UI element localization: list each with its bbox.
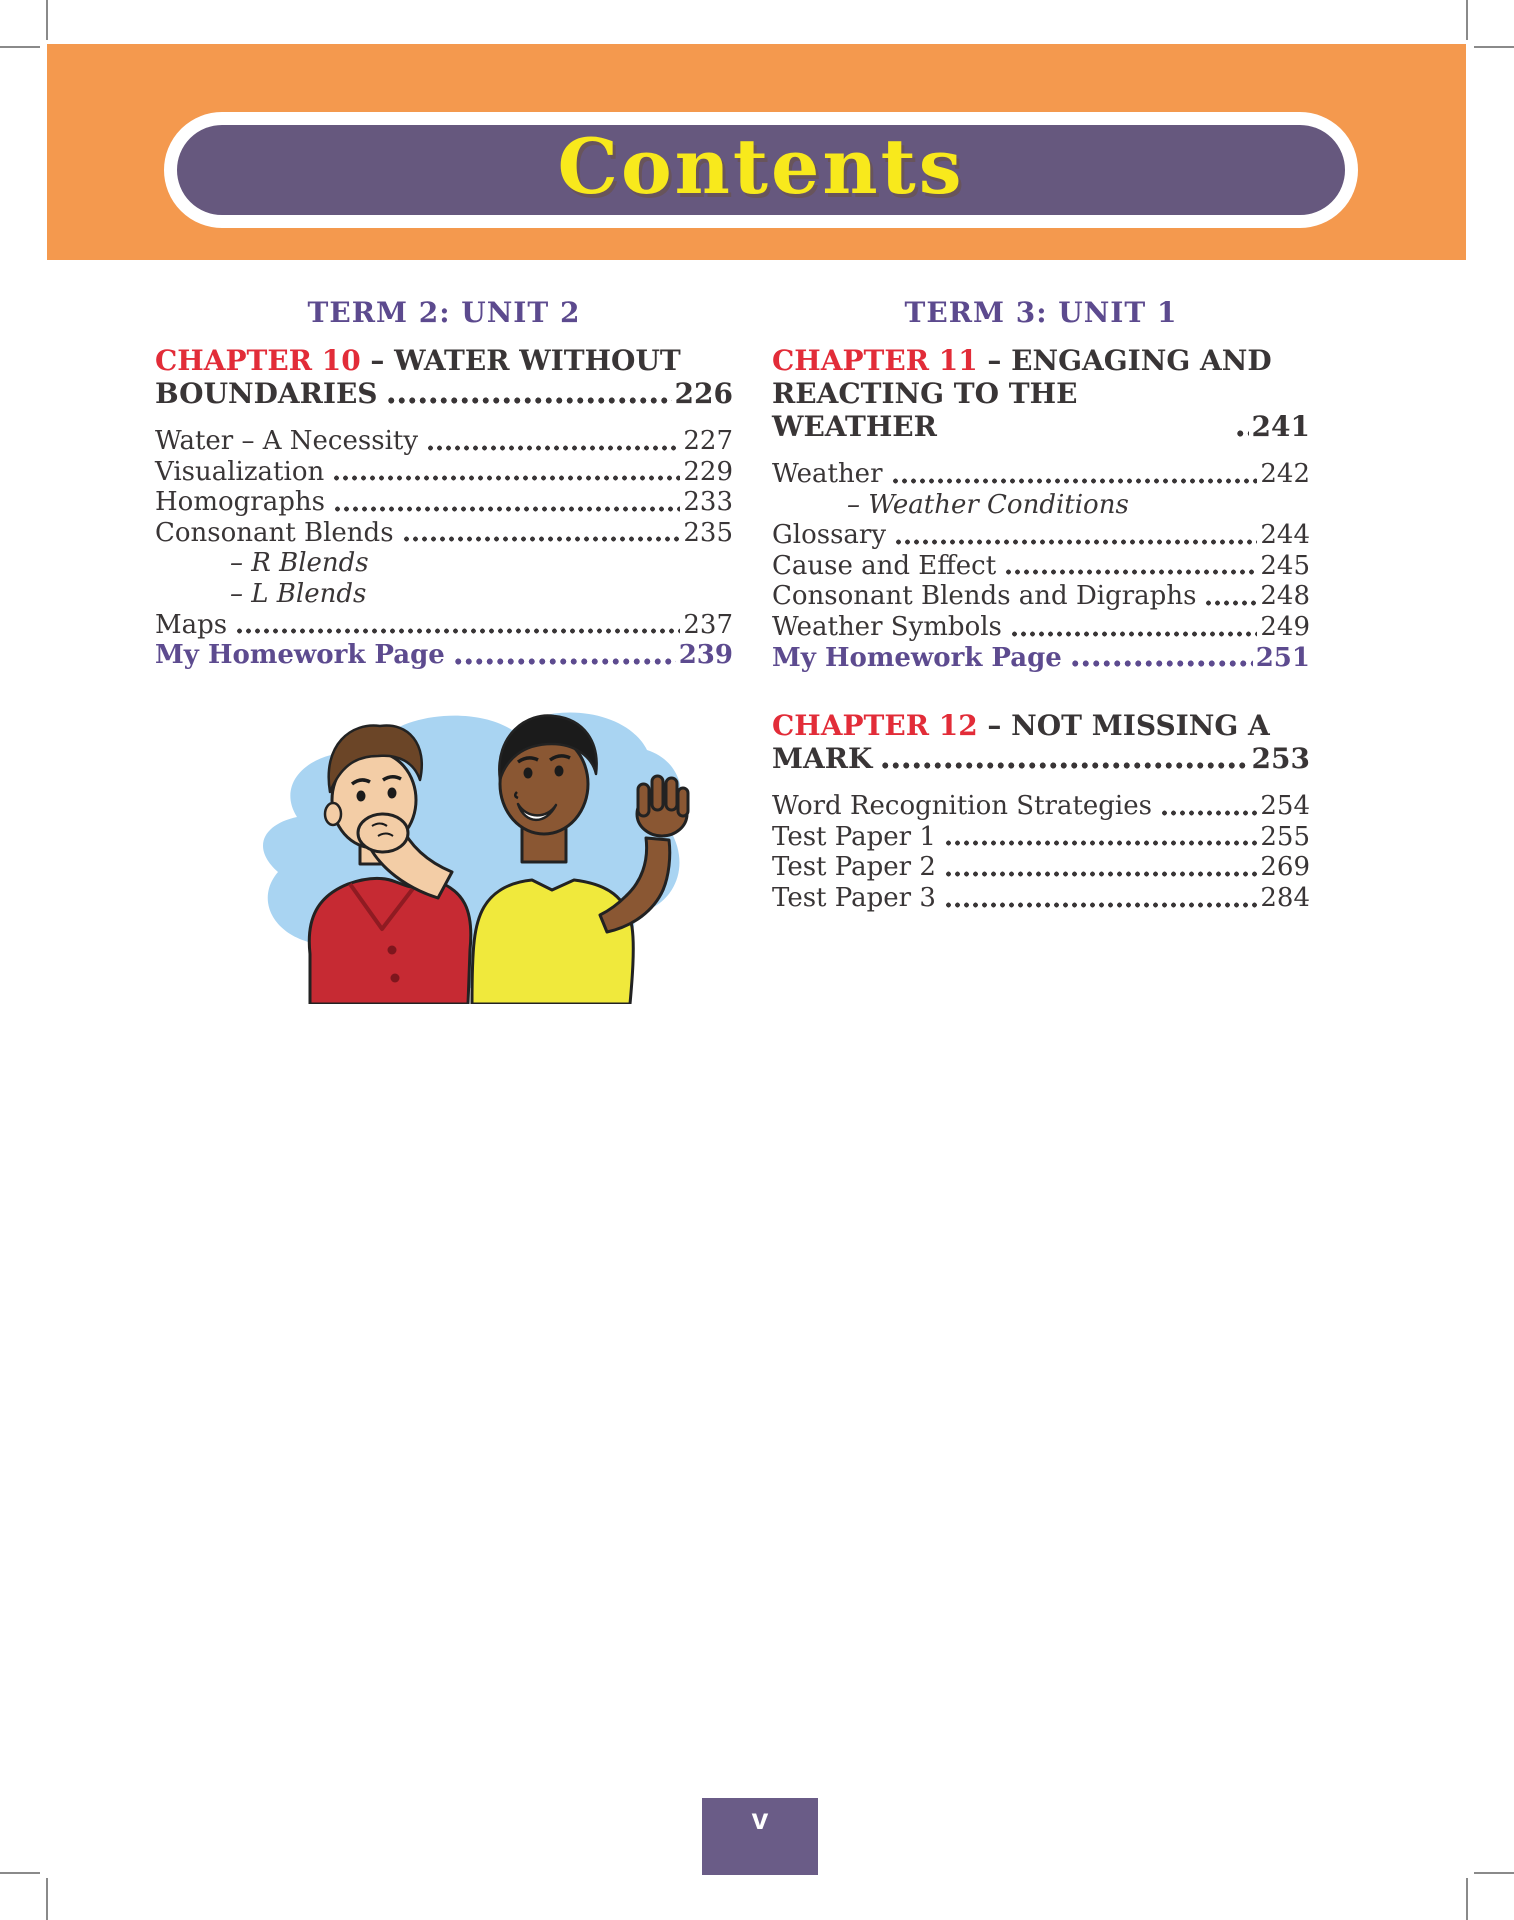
toc-entry-page: 254 <box>1260 791 1310 822</box>
toc-entries-chapter-10 <box>155 426 733 671</box>
toc-subentry <box>772 490 1310 521</box>
dot-leader <box>235 627 680 635</box>
toc-entry-homework <box>155 640 733 671</box>
dot-leader <box>453 657 676 666</box>
toc-entry-label: Consonant Blends <box>155 517 394 548</box>
toc-entry-label: – R Blends <box>230 548 369 579</box>
dot-leader <box>333 505 680 513</box>
chapter-11-title-line2: REACTING TO THE WEATHER 241 <box>772 377 1310 443</box>
toc-entry-page: 242 <box>1260 459 1310 489</box>
crop-mark <box>1466 1878 1468 1920</box>
toc-entry-label: Word Recognition Strategies <box>772 791 1152 822</box>
toc-entry-page: 229 <box>683 456 733 487</box>
crop-mark <box>46 0 48 40</box>
toc-entry <box>772 520 1310 551</box>
dot-leader <box>386 396 672 405</box>
toc-entry-label: Consonant Blends and Digraphs <box>772 581 1197 612</box>
chapter-11-heading <box>772 344 1310 443</box>
footer-page-box <box>702 1798 818 1875</box>
toc-entry <box>772 551 1310 582</box>
toc-entry <box>772 581 1310 612</box>
dot-leader <box>402 535 681 543</box>
toc-entry-label: My Homework Page <box>772 642 1062 673</box>
toc-entry <box>772 852 1310 883</box>
crop-mark <box>1474 1872 1514 1874</box>
toc-entry-page: 249 <box>1260 611 1310 642</box>
left-column <box>155 296 733 671</box>
dot-leader <box>1070 659 1253 668</box>
toc-entry <box>155 457 733 488</box>
crop-mark <box>0 46 40 48</box>
chapter-10-title-line2: BOUNDARIES 226 <box>155 377 733 410</box>
toc-entry-page: 244 <box>1260 520 1310 551</box>
toc-entry <box>155 487 733 518</box>
dot-leader <box>332 474 680 482</box>
chapter-12-number: CHAPTER 12 <box>772 709 978 743</box>
dot-leader <box>880 761 1248 770</box>
chapter-10-title-line1: CHAPTER 10 – WATER WITHOUT <box>155 344 681 377</box>
toc-entry-homework <box>772 643 1310 674</box>
toc-entry-label: Weather <box>772 459 883 489</box>
chapter-11-number: CHAPTER 11 <box>772 344 978 377</box>
contents-banner <box>164 112 1358 228</box>
toc-entry <box>772 791 1310 822</box>
footer-page-number: v <box>751 1803 769 1836</box>
dot-leader <box>891 477 1258 485</box>
toc-entry-page: 269 <box>1260 852 1310 883</box>
right-column <box>772 296 1310 914</box>
toc-entry-page: 235 <box>683 517 733 548</box>
toc-entry-page: 251 <box>1255 642 1310 673</box>
toc-entry-page: 237 <box>683 609 733 640</box>
toc-entry-label: – Weather Conditions <box>847 489 1129 520</box>
dot-leader <box>426 444 680 452</box>
toc-entry-label: My Homework Page <box>155 640 445 671</box>
dot-leader <box>1235 429 1249 438</box>
dot-leader <box>944 901 1258 909</box>
page-title: Contents <box>557 122 965 211</box>
chapter-11-page: 241 <box>1251 410 1310 443</box>
chapter-10-heading <box>155 344 733 410</box>
chapter-12-title-line2: MARK 253 <box>772 742 1310 776</box>
toc-entries-chapter-11 <box>772 459 1310 673</box>
toc-entry-page: 284 <box>1260 882 1310 913</box>
toc-entry <box>155 610 733 641</box>
chapter-10-page: 226 <box>674 377 733 410</box>
toc-entry <box>772 822 1310 853</box>
toc-entry-page: 239 <box>678 640 733 671</box>
toc-entry-label: Water – A Necessity <box>155 426 419 456</box>
dot-leader <box>944 839 1258 847</box>
crop-mark <box>1466 0 1468 40</box>
dot-leader <box>1004 568 1257 576</box>
toc-entry <box>772 612 1310 643</box>
chapter-12-page: 253 <box>1251 742 1310 776</box>
crop-mark <box>0 1872 40 1874</box>
chapter-12-heading <box>772 709 1310 775</box>
toc-entries-chapter-12 <box>772 791 1310 913</box>
toc-entry-label: Weather Symbols <box>772 611 1002 642</box>
toc-entry <box>155 518 733 549</box>
toc-entry-label: Homographs <box>155 487 325 518</box>
dot-leader <box>1160 809 1257 817</box>
toc-subentry <box>155 579 733 610</box>
toc-entry-label: Cause and Effect <box>772 550 997 581</box>
crop-mark <box>46 1878 48 1920</box>
toc-entry-label: Test Paper 3 <box>772 882 936 913</box>
toc-entry-page: 245 <box>1260 550 1310 581</box>
toc-subentry <box>155 548 733 579</box>
toc-entry-label: – L Blends <box>230 578 367 609</box>
term-heading: TERM 2: UNIT 2 <box>307 296 581 329</box>
toc-entry <box>772 883 1310 914</box>
chapter-11-title-line1: CHAPTER 11 – ENGAGING AND <box>772 344 1272 377</box>
toc-entry <box>155 426 733 457</box>
toc-entry-page: 227 <box>683 426 733 456</box>
toc-entry-label: Maps <box>155 609 228 640</box>
toc-entry-label: Visualization <box>155 456 325 487</box>
chapter-12-title-line1: CHAPTER 12 – NOT MISSING A <box>772 709 1270 743</box>
toc-entry-label: Test Paper 1 <box>772 821 936 852</box>
crop-mark <box>1474 46 1514 48</box>
boys-illustration <box>222 692 692 1004</box>
toc-entry-label: Glossary <box>772 520 887 551</box>
dot-leader <box>944 870 1258 878</box>
toc-entry-page: 233 <box>683 487 733 518</box>
boys-illustration-svg <box>222 692 692 1004</box>
toc-entry-page: 255 <box>1260 821 1310 852</box>
toc-entry-page: 248 <box>1260 581 1310 612</box>
term-heading: TERM 3: UNIT 1 <box>904 296 1178 329</box>
dot-leader <box>1204 599 1257 607</box>
toc-entry <box>772 459 1310 490</box>
dot-leader <box>1010 630 1257 638</box>
toc-entry-label: Test Paper 2 <box>772 852 936 883</box>
chapter-10-number: CHAPTER 10 <box>155 344 361 377</box>
dot-leader <box>894 538 1257 546</box>
